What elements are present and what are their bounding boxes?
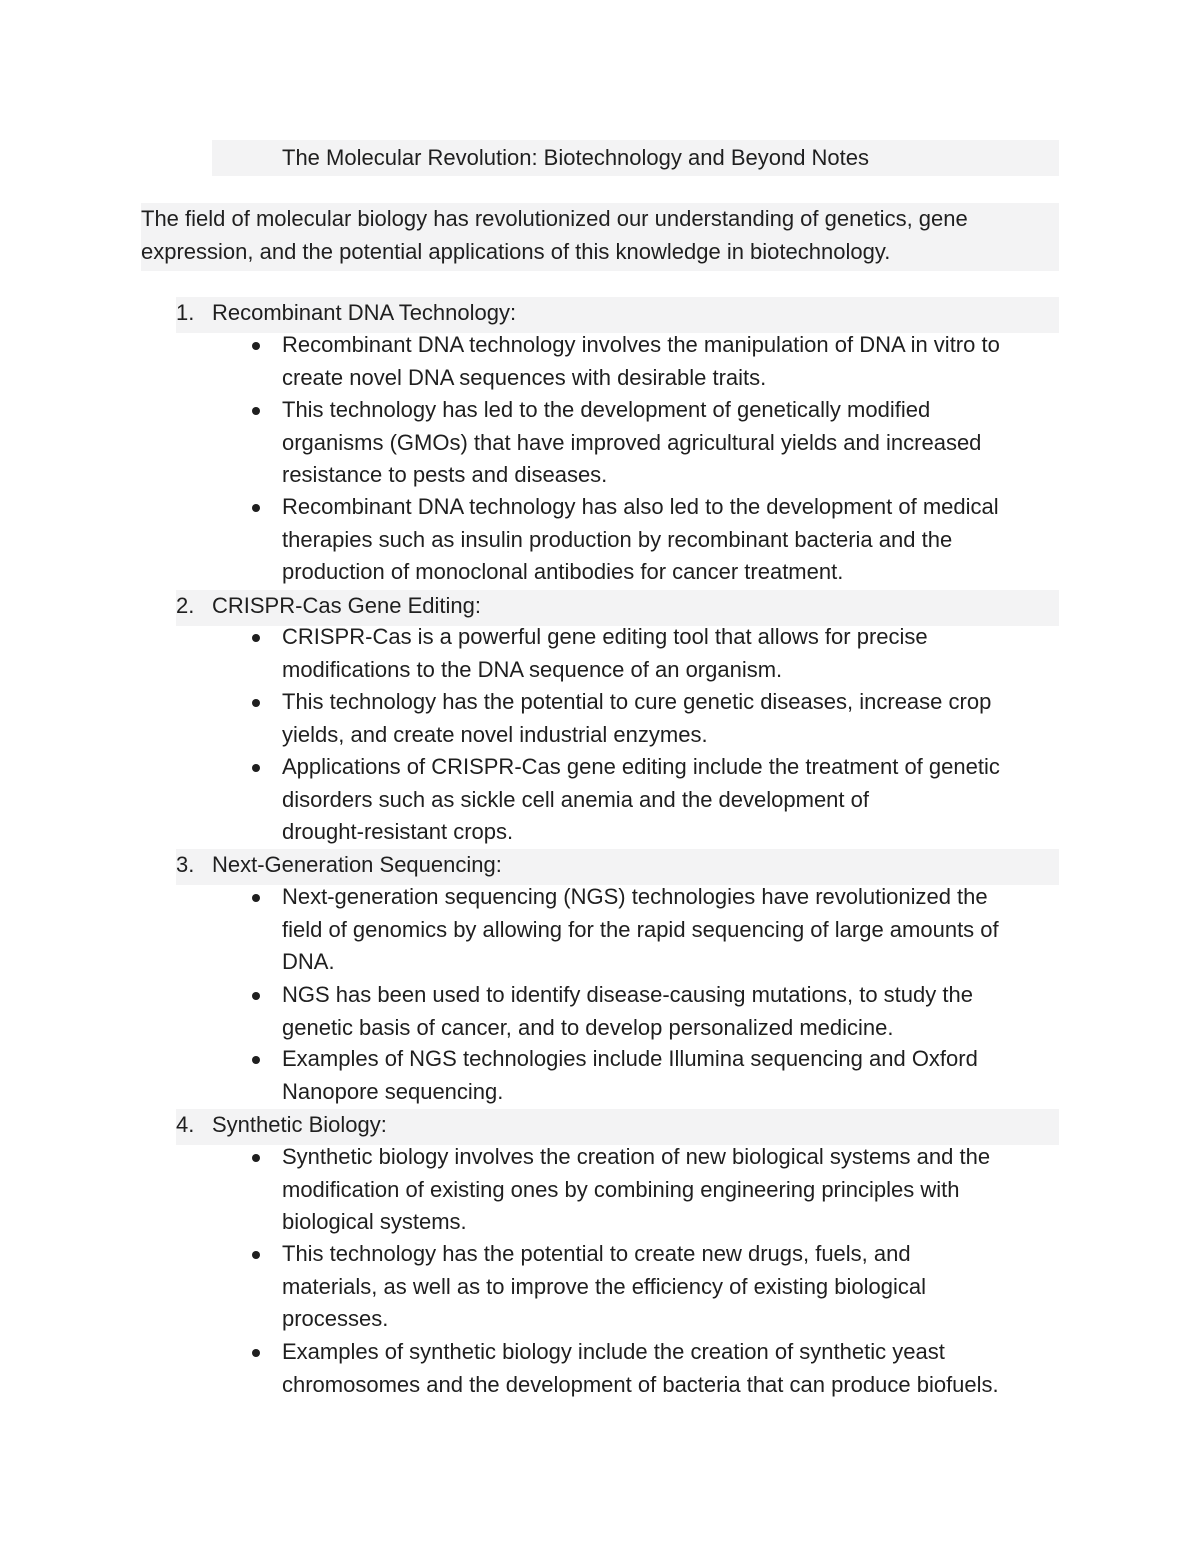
bullet-icon: [252, 342, 260, 350]
bullet-line: chromosomes and the development of bacteria that can produce biofuels.: [282, 1371, 999, 1397]
bullet-line: yields, and create novel industrial enzymes.: [282, 721, 708, 747]
section-heading-recombinant-dna: [176, 297, 1059, 333]
bullet-line: create novel DNA sequences with desirable traits.: [282, 364, 767, 390]
bullet-line: Examples of synthetic biology include the creation of synthetic yeast: [282, 1339, 945, 1364]
bullet-line: CRISPR-Cas is a powerful gene editing tool that allows for precise: [282, 624, 928, 649]
bullet-icon: [252, 407, 260, 415]
bullet-line: Recombinant DNA technology involves the manipulation of DNA in vitro to: [282, 332, 1000, 357]
section-number: 4.: [176, 1112, 195, 1137]
section-title: Recombinant DNA Technology:: [212, 300, 517, 325]
bullet-icon: [252, 1349, 260, 1357]
intro-paragraph: [141, 203, 1059, 271]
bullet-line: Synthetic biology involves the creation of new biological systems and the: [282, 1144, 991, 1169]
section-number: 3.: [176, 852, 195, 877]
bullet-line: materials, as well as to improve the efficiency of existing biological: [282, 1273, 927, 1299]
bullet-icon: [252, 1056, 260, 1064]
bullet-icon: [252, 992, 260, 1000]
bullet-icon: [252, 634, 260, 642]
bullet-line: Nanopore sequencing.: [282, 1078, 504, 1104]
bullet-line: therapies such as insulin production by recombinant bacteria and the: [282, 526, 953, 552]
bullet-line: drought-resistant crops.: [282, 819, 514, 844]
bullet-line: processes.: [282, 1306, 389, 1331]
bullet-icon: [252, 504, 260, 512]
bullet-line: This technology has led to the development of genetically modified: [282, 397, 931, 422]
bullet-icon: [252, 699, 260, 707]
bullet-line: modifications to the DNA sequence of an organism.: [282, 656, 783, 682]
bullet-line: disorders such as sickle cell anemia and the development of: [282, 786, 869, 812]
section-title: CRISPR-Cas Gene Editing:: [212, 593, 481, 618]
bullet-line: Examples of NGS technologies include Illumina sequencing and Oxford: [282, 1046, 978, 1071]
bullet-icon: [252, 894, 260, 902]
bullet-line: Applications of CRISPR-Cas gene editing include the treatment of genetic: [282, 754, 1000, 779]
intro-line: expression, and the potential applications of this knowledge in biotechnology.: [141, 238, 891, 264]
bullet-line: This technology has the potential to create new drugs, fuels, and: [282, 1241, 911, 1266]
section-title: Synthetic Biology:: [212, 1112, 387, 1137]
section-number: 1.: [176, 300, 195, 325]
document-title: The Molecular Revolution: Biotechnology and Beyond Notes: [212, 140, 1059, 176]
section-heading-synthetic-biology: [176, 1109, 1059, 1145]
bullet-line: modification of existing ones by combining engineering principles with: [282, 1176, 960, 1202]
bullet-line: genetic basis of cancer, and to develop personalized medicine.: [282, 1014, 894, 1040]
section-title: Next-Generation Sequencing:: [212, 852, 502, 877]
bullet-line: This technology has the potential to cure genetic diseases, increase crop: [282, 689, 992, 714]
section-heading-ngs: [176, 849, 1059, 885]
section-number: 2.: [176, 593, 195, 618]
intro-line: The field of molecular biology has revolutionized our understanding of genetics, gene: [141, 206, 968, 231]
bullet-line: Next-generation sequencing (NGS) technologies have revolutionized the: [282, 884, 988, 909]
bullet-icon: [252, 1251, 260, 1259]
bullet-line: production of monoclonal antibodies for cancer treatment.: [282, 559, 844, 584]
bullet-line: biological systems.: [282, 1209, 467, 1234]
bullet-line: resistance to pests and diseases.: [282, 462, 608, 487]
bullet-line: DNA.: [282, 949, 335, 974]
bullet-icon: [252, 1154, 260, 1162]
bullet-line: field of genomics by allowing for the rapid sequencing of large amounts of: [282, 916, 999, 942]
bullet-line: NGS has been used to identify disease-causing mutations, to study the: [282, 982, 973, 1007]
bullet-line: organisms (GMOs) that have improved agricultural yields and increased: [282, 429, 982, 455]
bullet-icon: [252, 764, 260, 772]
bullet-line: Recombinant DNA technology has also led to the development of medical: [282, 494, 999, 519]
